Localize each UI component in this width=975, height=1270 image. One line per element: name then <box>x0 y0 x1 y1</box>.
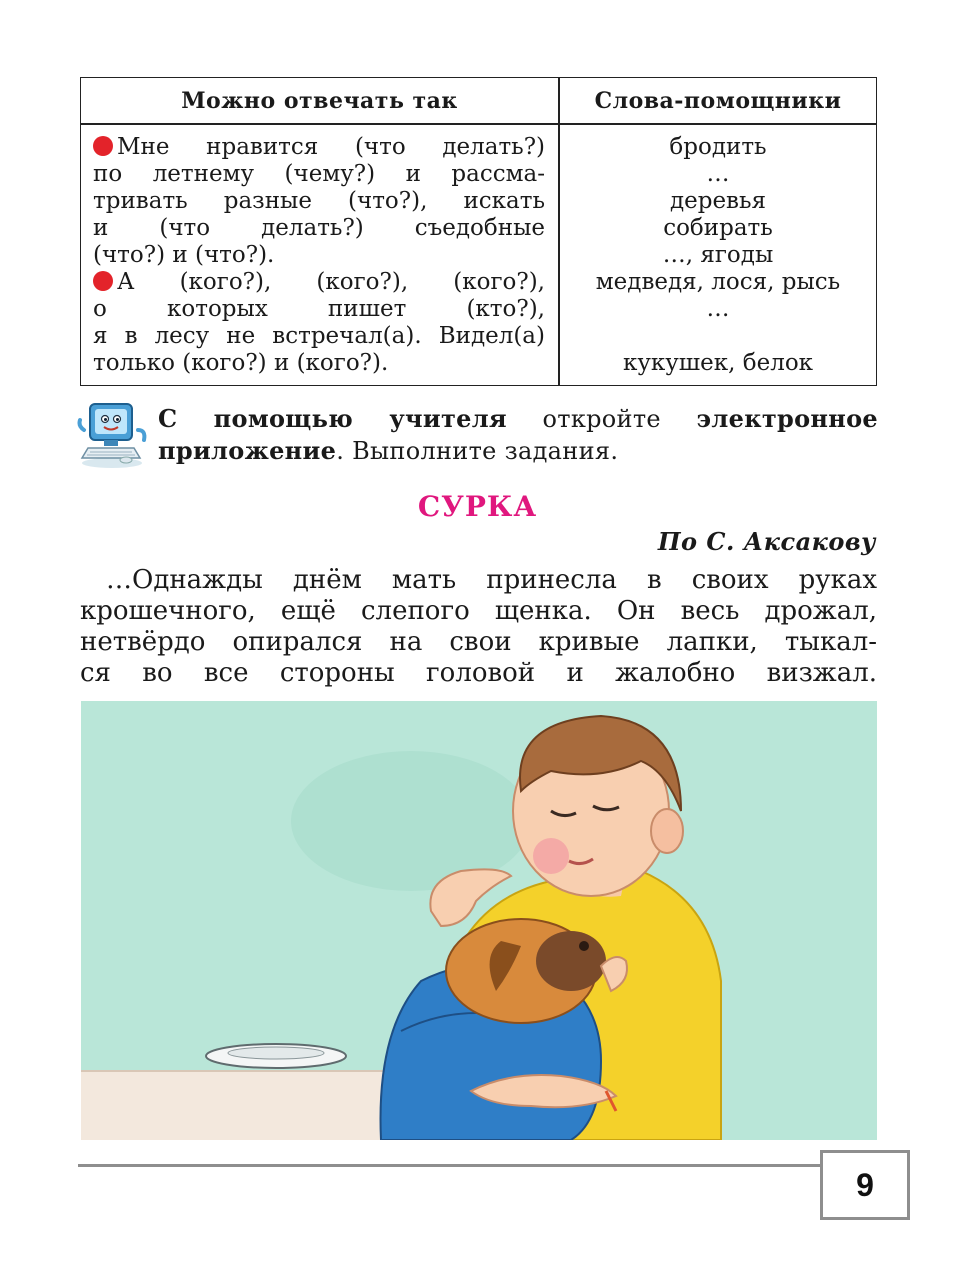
table-header-helpers: Слова-помощники <box>594 87 842 114</box>
table-header-answers: Можно отвечать так <box>181 87 458 114</box>
story-line: крошечного, ещё слепого щенка. Он весь дрожал, <box>80 596 877 626</box>
computer-mascot-icon <box>76 400 148 470</box>
answer-line: только (кого?) и (кого?). <box>93 350 389 376</box>
electronic-supplement-task <box>158 403 878 467</box>
helper-word: … <box>706 161 730 187</box>
helper-word: деревья <box>669 188 767 214</box>
helper-word: бродить <box>669 134 767 160</box>
helper-word: … <box>706 296 730 322</box>
helper-word <box>559 323 877 350</box>
story-line: …Однажды днём мать принесла в своих руках <box>106 565 877 595</box>
task-line-1: С помощью учителя откройте электронное <box>158 404 878 433</box>
phrase-table <box>80 77 877 386</box>
answer-line: я в лесу не встречал(а). Видел(а) <box>93 323 545 349</box>
red-bullet-icon <box>93 271 113 291</box>
red-bullet-icon <box>93 136 113 156</box>
page-number: 9 <box>820 1150 910 1220</box>
helper-word: …, ягоды <box>662 242 774 268</box>
answer-line: (что?) и (что?). <box>93 242 275 268</box>
helper-word: медведя, лося, рысь <box>595 269 841 295</box>
boy-holding-puppy-illustration <box>81 701 877 1140</box>
story-title: СУРКА <box>417 490 538 523</box>
task-bold-supplement: приложение <box>158 436 337 465</box>
task-bold-electronic: электронное <box>696 404 878 433</box>
table-header-divider <box>81 123 876 125</box>
task-bold-teacher: С помощью учителя <box>158 404 507 433</box>
helper-words <box>559 134 877 377</box>
story-line: ся во все стороны головой и жалобно визжал. <box>80 658 877 688</box>
footer-rule <box>78 1164 820 1167</box>
answer-line: А (кого?), (кого?), (кого?), <box>93 269 545 296</box>
answer-line: тривать разные (что?), искать <box>93 188 545 214</box>
answer-template <box>93 134 545 377</box>
task-line-2: приложение. Выполните задания. <box>158 436 619 465</box>
story-text <box>80 565 877 689</box>
answer-line: и (что делать?) съедобные <box>93 215 545 241</box>
story-line: нетвёрдо опирался на свои кривые лапки, тыкал- <box>80 627 877 657</box>
answer-line: по летнему (чему?) и рассма- <box>93 161 545 187</box>
answer-line: Мне нравится (что делать?) <box>93 134 545 161</box>
story-author: По С. Аксакову <box>657 527 876 556</box>
helper-word: собирать <box>663 215 773 241</box>
helper-word: кукушек, белок <box>622 350 814 376</box>
answer-line: о которых пишет (кто?), <box>93 296 545 322</box>
